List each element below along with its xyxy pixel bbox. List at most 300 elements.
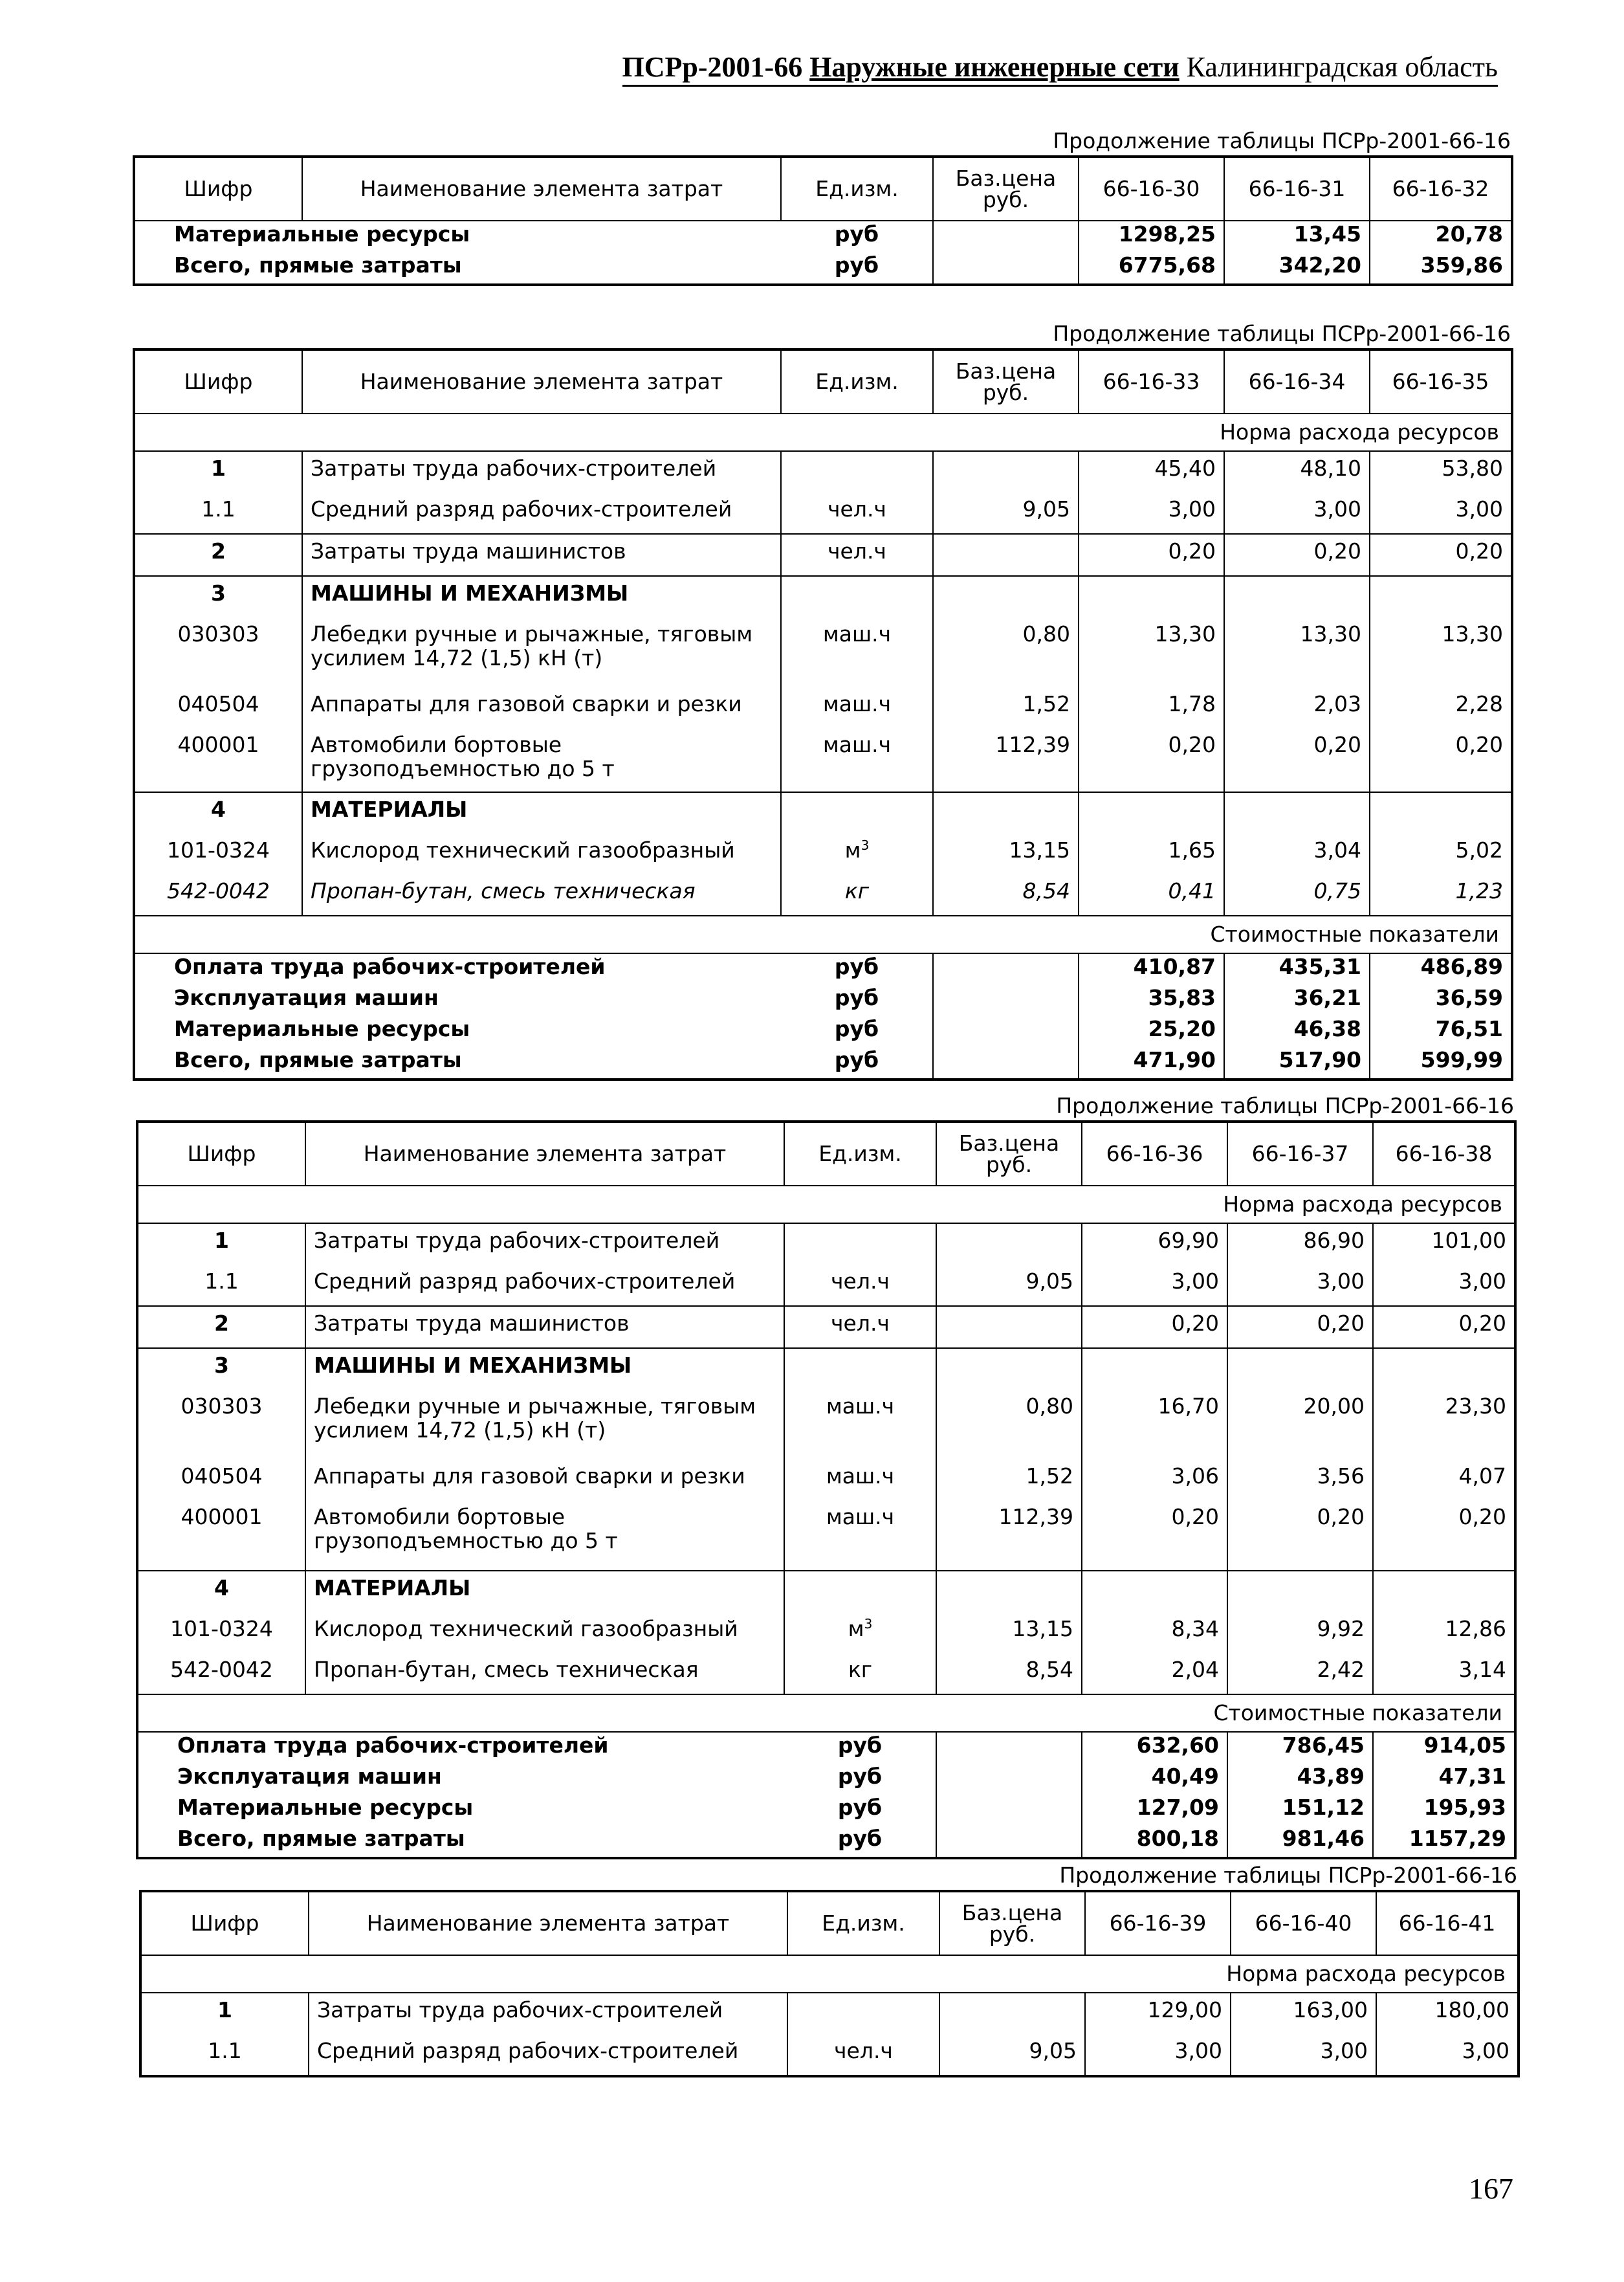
summary-value: 800,18	[1082, 1826, 1227, 1858]
summary-value: 127,09	[1082, 1795, 1227, 1826]
row-value: 1,23	[1370, 874, 1512, 916]
row-value: 3,00	[1082, 1265, 1227, 1306]
summary-label: Всего, прямые затраты	[177, 1826, 465, 1851]
table-header-row	[137, 1122, 1515, 1186]
row-value: 0,20	[1079, 728, 1224, 792]
row-value: 69,90	[1082, 1223, 1227, 1265]
base-price-line2: руб.	[982, 380, 1029, 405]
row-value: 3,00	[1376, 2034, 1519, 2076]
row-base-price	[936, 1571, 1082, 1612]
table-row	[137, 1500, 1515, 1571]
summary-unit: руб	[834, 221, 879, 247]
row-value: 53,80	[1442, 456, 1503, 481]
col-header-name: Наименование элемента затрат	[302, 157, 781, 221]
summary-unit: руб	[837, 1733, 883, 1758]
col-header-norm-code: 66-16-37	[1227, 1122, 1373, 1186]
summary-label: Оплата труда рабочих-строителей	[177, 1733, 609, 1758]
row-name: Автомобили бортовые грузоподъемностью до 5 т	[302, 728, 781, 792]
row-code: 040504	[137, 1459, 305, 1500]
summary-value: 517,90	[1224, 1047, 1370, 1080]
col-header-norm-code: 66-16-41	[1376, 1891, 1519, 1955]
row-value: 5,02	[1455, 837, 1503, 863]
col-header-code: Шифр	[134, 349, 302, 414]
summary-value: 36,59	[1435, 985, 1503, 1010]
row-value: 2,28	[1455, 691, 1503, 716]
row-unit: кг	[784, 1653, 936, 1694]
table-row	[137, 1612, 1515, 1653]
row-value: 0,20	[1224, 728, 1370, 792]
row-unit	[781, 792, 933, 834]
row-unit: чел.ч	[784, 1265, 936, 1306]
col-header-base-price	[933, 157, 1079, 221]
summary-value: 195,93	[1423, 1795, 1506, 1820]
summary-value: 410,87	[1079, 953, 1224, 985]
col-header-base-price	[936, 1122, 1082, 1186]
row-unit	[781, 451, 933, 493]
col-header-norm-code: 66-16-31	[1224, 157, 1370, 221]
col-header-norm-code: 66-16-39	[1085, 1891, 1231, 1955]
col-header-code: Шифр	[134, 157, 302, 221]
resource-table	[133, 348, 1513, 1081]
summary-label: Эксплуатация машин	[174, 985, 439, 1010]
resource-table	[139, 1890, 1520, 2077]
summary-row	[137, 1764, 1515, 1795]
summary-label: Всего, прямые затраты	[174, 252, 462, 278]
row-unit: маш.ч	[781, 687, 933, 728]
summary-row	[137, 1795, 1515, 1826]
row-base-price	[933, 792, 1079, 834]
row-code: 3	[137, 1348, 305, 1390]
row-value: 2,42	[1227, 1653, 1373, 1694]
row-value: 3,56	[1227, 1459, 1373, 1500]
summary-row	[137, 1732, 1515, 1764]
summary-label: Материальные ресурсы	[174, 221, 470, 247]
row-base-price: 0,80	[933, 617, 1079, 687]
row-value	[1079, 792, 1224, 834]
table-row	[134, 687, 1512, 728]
summary-row	[134, 953, 1512, 985]
page-number: 167	[1469, 2172, 1513, 2205]
summary-unit: руб	[837, 1795, 883, 1820]
row-base-price: 8,54	[936, 1653, 1082, 1694]
row-base-price: 9,05	[939, 2034, 1085, 2076]
row-value: 3,00	[1373, 1265, 1515, 1306]
row-value	[1370, 576, 1512, 617]
summary-base-price	[936, 1826, 1082, 1858]
table-row	[137, 1265, 1515, 1306]
continuation-label: Продолжение таблицы ПСРр-2001-66-16	[1053, 128, 1511, 153]
summary-base-price	[936, 1732, 1082, 1764]
row-value	[1224, 576, 1370, 617]
row-value: 0,20	[1227, 1306, 1373, 1348]
row-code: 1.1	[137, 1265, 305, 1306]
row-value: 0,20	[1370, 534, 1512, 576]
col-header-name: Наименование элемента затрат	[302, 349, 781, 414]
row-name: Аппараты для газовой сварки и резки	[302, 687, 781, 728]
row-code: 3	[134, 576, 302, 617]
row-code: 101-0324	[134, 834, 302, 874]
row-value: 12,86	[1445, 1616, 1506, 1641]
table-header-row	[140, 1891, 1519, 1955]
row-base-price: 13,15	[933, 834, 1079, 874]
row-value: 86,90	[1227, 1223, 1373, 1265]
section-norm-label: Норма расхода ресурсов	[134, 414, 1512, 451]
row-value: 20,00	[1227, 1390, 1373, 1459]
continuation-label: Продолжение таблицы ПСРр-2001-66-16	[1056, 1093, 1514, 1118]
row-base-price: 8,54	[933, 874, 1079, 916]
summary-value: 342,20	[1224, 252, 1370, 285]
summary-label: Оплата труда рабочих-строителей	[174, 954, 606, 979]
row-value: 48,10	[1224, 451, 1370, 493]
section-norm-label: Норма расхода ресурсов	[140, 1955, 1519, 1993]
col-header-base-price	[933, 349, 1079, 414]
col-header-base-price	[939, 1891, 1085, 1955]
row-value: 2,03	[1224, 687, 1370, 728]
summary-unit: руб	[834, 985, 879, 1010]
summary-row	[134, 1047, 1512, 1080]
summary-value: 46,38	[1224, 1016, 1370, 1047]
row-value	[1227, 1571, 1373, 1612]
row-value: 13,30	[1224, 617, 1370, 687]
summary-base-price	[936, 1764, 1082, 1795]
row-base-price: 112,39	[933, 728, 1079, 792]
row-value: 23,30	[1445, 1393, 1506, 1419]
table-row	[137, 1390, 1515, 1459]
base-price-line1: Баз.цена	[955, 359, 1057, 384]
col-header-norm-code: 66-16-40	[1231, 1891, 1376, 1955]
row-value	[1227, 1348, 1373, 1390]
summary-value: 1157,29	[1409, 1826, 1506, 1851]
row-name: Средний разряд рабочих-строителей	[305, 1265, 784, 1306]
continuation-label: Продолжение таблицы ПСРр-2001-66-16	[1059, 1863, 1517, 1888]
row-base-price: 0,80	[936, 1390, 1082, 1459]
summary-value: 47,31	[1438, 1764, 1506, 1789]
row-base-price	[933, 451, 1079, 493]
table-row	[134, 874, 1512, 916]
summary-label: Материальные ресурсы	[177, 1795, 474, 1820]
row-value	[1082, 1571, 1227, 1612]
table-row	[134, 834, 1512, 874]
row-value: 0,20	[1373, 1306, 1515, 1348]
table-row	[134, 576, 1512, 617]
row-value: 2,04	[1082, 1653, 1227, 1694]
row-value: 0,75	[1224, 874, 1370, 916]
row-name: Пропан-бутан, смесь техническая	[302, 874, 781, 916]
row-unit: маш.ч	[781, 728, 933, 792]
row-value: 3,00	[1079, 493, 1224, 534]
col-header-code: Шифр	[137, 1122, 305, 1186]
summary-unit: руб	[834, 1016, 879, 1041]
row-base-price	[936, 1306, 1082, 1348]
row-code: 400001	[134, 728, 302, 792]
row-code: 030303	[134, 617, 302, 687]
col-header-unit: Ед.изм.	[787, 1891, 939, 1955]
section-cost-row	[134, 916, 1512, 953]
row-value: 4,07	[1458, 1463, 1506, 1489]
document-title: Наружные инженерные сети	[809, 51, 1180, 83]
summary-row	[134, 221, 1512, 252]
summary-base-price	[933, 1047, 1079, 1080]
row-unit: маш.ч	[781, 617, 933, 687]
row-value: 3,06	[1082, 1459, 1227, 1500]
row-value: 0,20	[1082, 1500, 1227, 1571]
row-unit	[781, 834, 933, 874]
row-code: 2	[137, 1306, 305, 1348]
summary-base-price	[936, 1795, 1082, 1826]
table-row	[134, 534, 1512, 576]
col-header-norm-code: 66-16-34	[1224, 349, 1370, 414]
row-value: 3,00	[1370, 493, 1512, 534]
row-base-price: 112,39	[936, 1500, 1082, 1571]
summary-value: 981,46	[1227, 1826, 1373, 1858]
row-name: Средний разряд рабочих-строителей	[302, 493, 781, 534]
row-name: Лебедки ручные и рычажные, тяговым усилием 14,72 (1,5) кН (т)	[302, 617, 781, 687]
summary-value: 40,49	[1082, 1764, 1227, 1795]
row-value: 3,00	[1231, 2034, 1376, 2076]
summary-value: 1298,25	[1079, 221, 1224, 252]
row-unit	[784, 1571, 936, 1612]
summary-base-price	[933, 953, 1079, 985]
row-value: 3,00	[1224, 493, 1370, 534]
table-row	[137, 1571, 1515, 1612]
summary-value: 20,78	[1370, 221, 1512, 252]
row-unit: чел.ч	[787, 2034, 939, 2076]
summary-value: 486,89	[1420, 954, 1503, 979]
table-header-row	[134, 157, 1512, 221]
col-header-norm-code: 66-16-32	[1370, 157, 1512, 221]
table-row	[137, 1459, 1515, 1500]
row-unit: чел.ч	[784, 1306, 936, 1348]
row-name: Пропан-бутан, смесь техническая	[305, 1653, 784, 1694]
table-row	[137, 1348, 1515, 1390]
row-value: 3,00	[1085, 2034, 1231, 2076]
summary-base-price	[933, 985, 1079, 1016]
table-row	[140, 1993, 1519, 2034]
row-name: МАШИНЫ И МЕХАНИЗМЫ	[302, 576, 781, 617]
row-value: 180,00	[1434, 1997, 1509, 2022]
row-name: Средний разряд рабочих-строителей	[309, 2034, 787, 2076]
summary-label: Эксплуатация машин	[177, 1764, 442, 1789]
row-name: Кислород технический газообразный	[305, 1612, 784, 1653]
row-name: Кислород технический газообразный	[302, 834, 781, 874]
col-header-norm-code: 66-16-36	[1082, 1122, 1227, 1186]
row-value: 13,30	[1442, 621, 1503, 647]
row-unit: кг	[781, 874, 933, 916]
summary-row	[134, 252, 1512, 285]
row-code: 1.1	[140, 2034, 309, 2076]
col-header-norm-code: 66-16-33	[1079, 349, 1224, 414]
col-header-name: Наименование элемента затрат	[305, 1122, 784, 1186]
base-price-line2: руб.	[989, 1922, 1036, 1947]
base-price-line1: Баз.цена	[955, 166, 1057, 191]
summary-value: 76,51	[1435, 1016, 1503, 1041]
row-code: 1	[137, 1223, 305, 1265]
document-region: Калининградская область	[1186, 51, 1498, 83]
row-value	[1082, 1348, 1227, 1390]
page-header	[622, 50, 1498, 87]
base-price-line1: Баз.цена	[961, 1900, 1063, 1925]
summary-row	[134, 1016, 1512, 1047]
row-name: Лебедки ручные и рычажные, тяговым усилием 14,72 (1,5) кН (т)	[305, 1390, 784, 1459]
row-value: 3,04	[1224, 834, 1370, 874]
row-name: Автомобили бортовые грузоподъемностью до 5 т	[305, 1500, 784, 1571]
row-code: 101-0324	[137, 1612, 305, 1653]
row-base-price	[933, 576, 1079, 617]
unit-base: м	[844, 837, 861, 863]
row-value: 0,20	[1370, 728, 1512, 792]
summary-label: Всего, прямые затраты	[174, 1047, 462, 1072]
continuation-label: Продолжение таблицы ПСРр-2001-66-16	[1053, 321, 1511, 346]
row-value: 1,78	[1079, 687, 1224, 728]
row-name: Затраты труда машинистов	[302, 534, 781, 576]
row-base-price: 13,15	[936, 1612, 1082, 1653]
row-unit	[784, 1348, 936, 1390]
row-value: 0,20	[1082, 1306, 1227, 1348]
row-value: 0,20	[1373, 1500, 1515, 1571]
row-unit	[781, 576, 933, 617]
summary-value: 13,45	[1224, 221, 1370, 252]
base-price-line2: руб.	[982, 187, 1029, 212]
table-block	[139, 1861, 1517, 2077]
row-base-price: 1,52	[933, 687, 1079, 728]
col-header-norm-code: 66-16-38	[1373, 1122, 1515, 1186]
row-name: Затраты труда рабочих-строителей	[309, 1993, 787, 2034]
summary-value: 632,60	[1082, 1732, 1227, 1764]
summary-unit: руб	[834, 1047, 879, 1072]
section-cost-label: Стоимостные показатели	[137, 1694, 1515, 1732]
table-row	[137, 1306, 1515, 1348]
row-value: 3,14	[1373, 1653, 1515, 1694]
section-norm-row	[140, 1955, 1519, 1993]
summary-row	[134, 985, 1512, 1016]
table-block	[133, 320, 1511, 1081]
section-cost-label: Стоимостные показатели	[134, 916, 1512, 953]
row-value: 9,92	[1227, 1612, 1373, 1653]
row-value: 0,20	[1227, 1500, 1373, 1571]
row-code: 040504	[134, 687, 302, 728]
row-base-price	[939, 1993, 1085, 2034]
row-name: Аппараты для газовой сварки и резки	[305, 1459, 784, 1500]
base-price-line1: Баз.цена	[958, 1131, 1060, 1156]
col-header-norm-code: 66-16-30	[1079, 157, 1224, 221]
summary-label: Материальные ресурсы	[174, 1016, 470, 1041]
section-cost-row	[137, 1694, 1515, 1732]
row-unit	[784, 1612, 936, 1653]
table-row	[134, 493, 1512, 534]
row-base-price	[936, 1223, 1082, 1265]
col-header-norm-code: 66-16-35	[1370, 349, 1512, 414]
summary-row	[137, 1826, 1515, 1858]
table-row	[137, 1653, 1515, 1694]
table-row	[134, 728, 1512, 792]
summary-value: 35,83	[1079, 985, 1224, 1016]
section-norm-row	[134, 414, 1512, 451]
row-base-price	[933, 534, 1079, 576]
row-name: Затраты труда рабочих-строителей	[305, 1223, 784, 1265]
summary-value: 786,45	[1227, 1732, 1373, 1764]
row-value	[1079, 576, 1224, 617]
row-value: 101,00	[1431, 1228, 1506, 1253]
table-block	[136, 1092, 1514, 1859]
summary-value: 914,05	[1423, 1733, 1506, 1758]
summary-value: 6775,68	[1079, 252, 1224, 285]
row-code: 2	[134, 534, 302, 576]
row-name: МАШИНЫ И МЕХАНИЗМЫ	[305, 1348, 784, 1390]
table-row	[140, 2034, 1519, 2076]
row-value: 0,41	[1079, 874, 1224, 916]
summary-unit: руб	[837, 1826, 883, 1851]
row-name: МАТЕРИАЛЫ	[305, 1571, 784, 1612]
col-header-unit: Ед.изм.	[781, 349, 933, 414]
row-base-price	[936, 1348, 1082, 1390]
row-value: 129,00	[1085, 1993, 1231, 2034]
row-unit: маш.ч	[784, 1459, 936, 1500]
row-value: 45,40	[1079, 451, 1224, 493]
summary-value: 151,12	[1227, 1795, 1373, 1826]
summary-unit: руб	[834, 954, 879, 979]
row-unit	[784, 1223, 936, 1265]
row-value	[1373, 1571, 1515, 1612]
row-unit	[787, 1993, 939, 2034]
summary-value: 25,20	[1079, 1016, 1224, 1047]
summary-value: 359,86	[1420, 252, 1503, 278]
row-value	[1224, 792, 1370, 834]
table-row	[134, 617, 1512, 687]
row-base-price: 1,52	[936, 1459, 1082, 1500]
row-value: 0,20	[1224, 534, 1370, 576]
col-header-unit: Ед.изм.	[781, 157, 933, 221]
row-value: 13,30	[1079, 617, 1224, 687]
document-code: ПСРр-2001-66	[622, 51, 803, 83]
section-norm-label: Норма расхода ресурсов	[137, 1186, 1515, 1223]
table-header-row	[134, 349, 1512, 414]
row-name: МАТЕРИАЛЫ	[302, 792, 781, 834]
summary-base-price	[933, 1016, 1079, 1047]
col-header-name: Наименование элемента затрат	[309, 1891, 787, 1955]
row-code: 542-0042	[137, 1653, 305, 1694]
col-header-code: Шифр	[140, 1891, 309, 1955]
unit-base: м	[848, 1616, 864, 1641]
row-unit: маш.ч	[784, 1390, 936, 1459]
col-header-unit: Ед.изм.	[784, 1122, 936, 1186]
row-code: 1	[140, 1993, 309, 2034]
row-value	[1370, 792, 1512, 834]
row-base-price: 9,05	[933, 493, 1079, 534]
summary-value: 435,31	[1224, 953, 1370, 985]
table-row	[134, 451, 1512, 493]
row-unit: маш.ч	[784, 1500, 936, 1571]
summary-value: 471,90	[1079, 1047, 1224, 1080]
table-block	[133, 127, 1511, 286]
row-code: 400001	[137, 1500, 305, 1571]
row-code: 030303	[137, 1390, 305, 1459]
row-value: 3,00	[1227, 1265, 1373, 1306]
summary-unit: руб	[834, 252, 879, 278]
unit-superscript: 3	[861, 837, 870, 853]
summary-base-price	[933, 221, 1079, 252]
summary-value: 36,21	[1224, 985, 1370, 1016]
row-code: 4	[137, 1571, 305, 1612]
row-value: 16,70	[1082, 1390, 1227, 1459]
section-norm-row	[137, 1186, 1515, 1223]
row-name: Затраты труда машинистов	[305, 1306, 784, 1348]
row-unit: чел.ч	[781, 493, 933, 534]
table-row	[134, 792, 1512, 834]
summary-base-price	[933, 252, 1079, 285]
row-base-price: 9,05	[936, 1265, 1082, 1306]
row-value	[1373, 1348, 1515, 1390]
resource-table	[136, 1120, 1517, 1859]
